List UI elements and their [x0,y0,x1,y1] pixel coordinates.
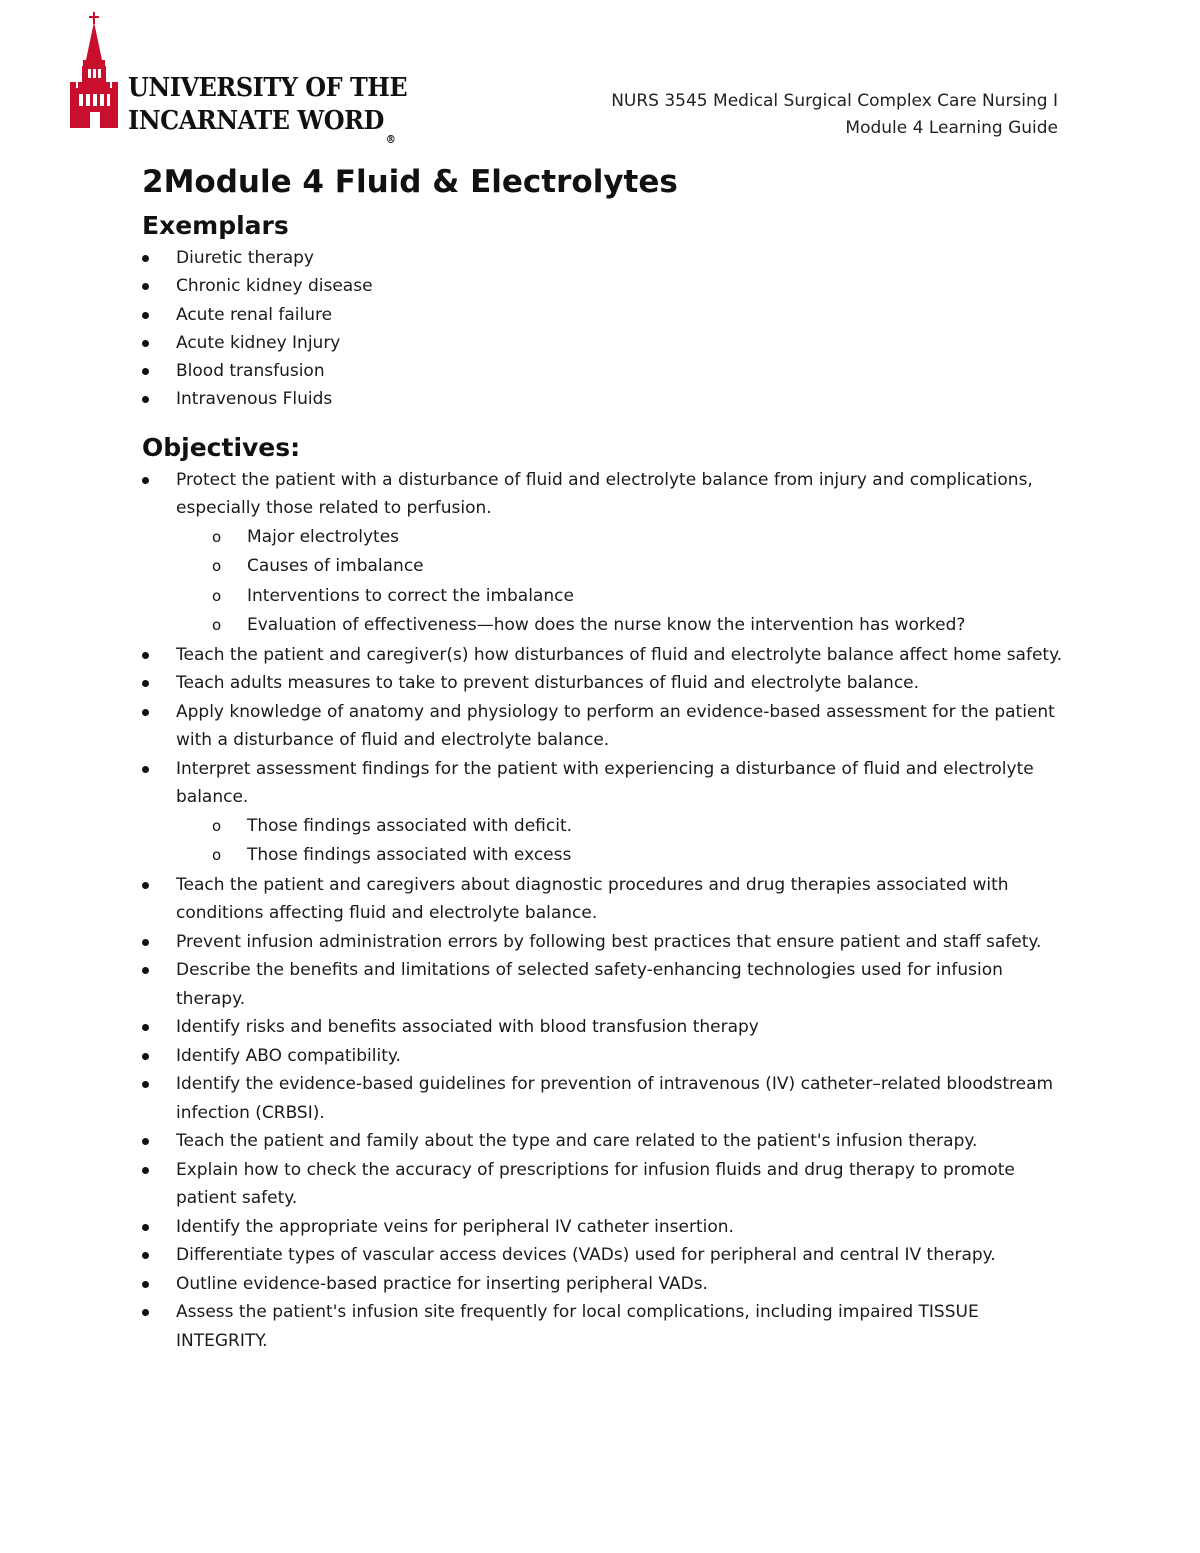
objective-item-text: Protect the patient with a disturbance of fluid and electrolyte balance from injury and complications, especially those related to perfusion. [176,469,1033,519]
guide-name: Module 4 Learning Guide [845,118,1058,138]
exemplars-list [142,244,1072,414]
logo-line-2: INCARNATE WORD [128,106,384,136]
objective-item [142,669,1072,698]
objective-item-text: Teach the patient and family about the type and care related to the patient's infusion therapy. [176,1131,978,1152]
objective-sublist [212,523,1072,641]
main-content [142,160,1072,1355]
objective-item-text: Interpret assessment findings for the patient with experiencing a disturbance of fluid and electrolyte balance. [176,758,1034,808]
exemplar-item [142,272,1072,300]
objective-sublist [212,812,1072,871]
objective-item-text: Apply knowledge of anatomy and physiology to perform an evidence-based assessment for the patient with a disturbance of fluid and electrolyte balance. [176,701,1055,751]
objectives-heading: Objectives: [142,432,301,462]
exemplar-item [142,329,1072,357]
bullet-icon [142,477,149,484]
objective-item-text: Teach adults measures to take to prevent disturbances of fluid and electrolyte balance. [176,673,920,694]
objective-item-text: Identify risks and benefits associated with blood transfusion therapy [176,1017,759,1038]
objective-subitem [212,841,1072,871]
objective-item [142,698,1072,755]
bullet-icon [142,396,149,403]
bullet-icon [142,1252,149,1259]
bullet-icon [142,1309,149,1316]
objective-item-text: Teach the patient and caregiver(s) how disturbances of fluid and electrolyte balance affect home safety. [176,644,1063,665]
objective-item [142,1213,1072,1242]
objective-item [142,1298,1072,1355]
objective-item-text: Explain how to check the accuracy of prescriptions for infusion fluids and drug therapy to promote patient safety. [176,1159,1015,1209]
bullet-icon [142,1081,149,1088]
objective-subitem-text: Interventions to correct the imbalance [247,585,574,606]
exemplar-item-text: Diuretic therapy [176,248,314,268]
objective-item-text: Differentiate types of vascular access devices (VADs) used for peripheral and central IV therapy. [176,1245,996,1266]
exemplar-item-text: Acute renal failure [176,304,333,325]
hollow-bullet-icon: o [212,846,222,865]
objective-item-text: Outline evidence-based practice for inserting peripheral VADs. [176,1273,708,1294]
objective-subitem-text: Those findings associated with excess [247,845,572,866]
logo-line-1: UNIVERSITY OF THE [128,73,408,103]
bullet-icon [142,1024,149,1031]
objective-item [142,956,1072,1013]
hollow-bullet-icon: o [212,527,222,546]
objective-subitem-text: Evaluation of effectiveness—how does the nurse know the intervention has worked? [247,615,966,636]
hollow-bullet-icon: o [212,557,222,576]
exemplar-item [142,357,1072,385]
university-name [128,72,407,156]
exemplar-item-text: Blood transfusion [176,361,325,382]
objective-item [142,466,1072,641]
objective-item [142,1042,1072,1071]
bullet-icon [142,709,149,716]
objective-item [142,755,1072,871]
bullet-icon [142,255,149,262]
page-header [611,88,1058,142]
hollow-bullet-icon: o [212,616,222,635]
objective-subitem [212,812,1072,842]
bullet-icon [142,766,149,773]
objective-item [142,1013,1072,1042]
objective-item-text: Assess the patient's infusion site frequently for local complications, including impaired TISSUE INTEGRITY. [176,1302,979,1351]
page-title: 2Module 4 Fluid & Electrolytes [142,164,678,200]
objective-item [142,1127,1072,1156]
objective-item-text: Identify ABO compatibility. [176,1045,401,1066]
exemplar-item-text: Chronic kidney disease [176,276,373,297]
objective-item [142,1270,1072,1299]
bullet-icon [142,1281,149,1288]
objective-item [142,928,1072,957]
objective-item-text: Describe the benefits and limitations of selected safety-enhancing technologies used for infusion therapy. [176,960,1003,1009]
bullet-icon [142,652,149,659]
bullet-icon [142,1053,149,1060]
bullet-icon [142,1138,149,1145]
registered-mark: ® [385,133,396,146]
exemplar-item [142,301,1072,329]
objective-subitem-text: Those findings associated with deficit. [247,815,573,836]
bullet-icon [142,368,149,375]
bullet-icon [142,1224,149,1231]
objective-subitem [212,611,1072,641]
bullet-icon [142,340,149,347]
objective-item-text: Identify the appropriate veins for peripheral IV catheter insertion. [176,1216,734,1237]
objective-item [142,641,1072,670]
bullet-icon [142,283,149,290]
bullet-icon [142,312,149,319]
university-logo [64,12,408,146]
exemplars-heading: Exemplars [142,211,289,240]
objective-item-text: Identify the evidence-based guidelines for prevention of intravenous (IV) catheter–related bloodstream infection (CRBSI). [176,1074,1054,1123]
objective-item [142,1156,1072,1213]
exemplar-item-text: Acute kidney Injury [176,332,341,353]
exemplar-item [142,385,1072,413]
hollow-bullet-icon: o [212,586,222,605]
hollow-bullet-icon: o [212,816,222,835]
objective-subitem-text: Major electrolytes [247,526,400,547]
objective-subitem [212,552,1072,582]
objective-item [142,871,1072,928]
objective-subitem [212,582,1072,612]
objectives-list [142,466,1072,1356]
exemplar-item-text: Intravenous Fluids [176,389,333,410]
objective-item [142,1070,1072,1127]
bullet-icon [142,882,149,889]
exemplar-item [142,244,1072,272]
bullet-icon [142,939,149,946]
bullet-icon [142,967,149,974]
bullet-icon [142,680,149,687]
objective-item-text: Teach the patient and caregivers about diagnostic procedures and drug therapies associated with conditions affecting fluid and electrolyte balance. [176,874,1009,924]
objective-subitem-text: Causes of imbalance [247,556,424,577]
bell-tower-icon [64,12,126,132]
course-name: NURS 3545 Medical Surgical Complex Care Nursing I [611,91,1058,111]
objective-item-text: Prevent infusion administration errors by following best practices that ensure patient and staff safety. [176,931,1042,952]
objective-item [142,1241,1072,1270]
bullet-icon [142,1167,149,1174]
objective-subitem [212,523,1072,553]
